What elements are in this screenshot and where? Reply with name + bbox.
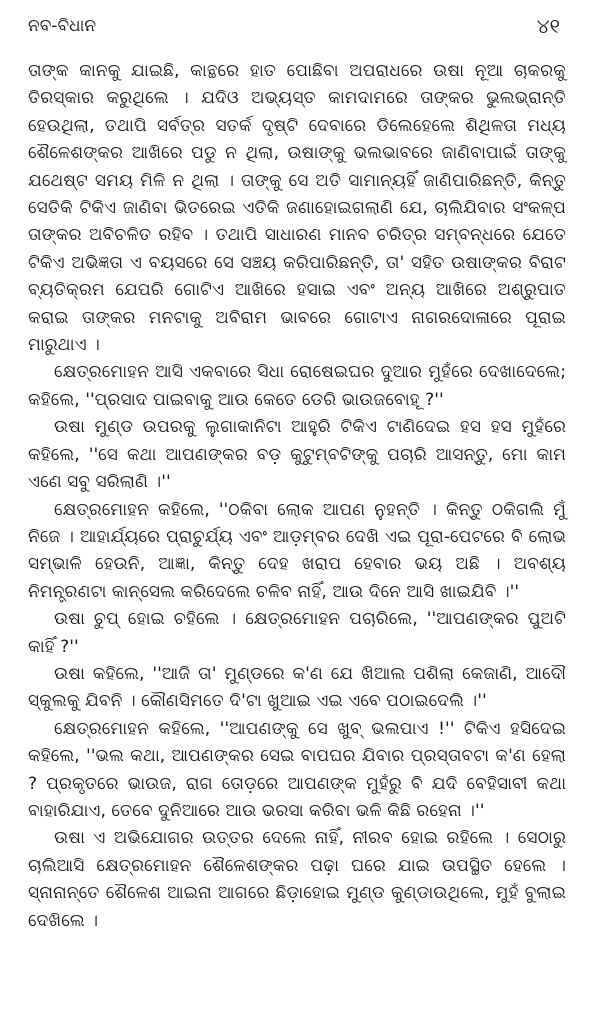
- paragraph-4: କ୍ଷେତ୍ରମୋହନ କହିଲେ, ''ଠକିବା ଲୋକ ଆପଣ ନୁହନ୍ତି । କିନ୍ତୁ ଠକିଗଲି ମୁଁ ନିଜେ । ଆହାର୍ଯ୍ୟରେ ପ୍ରାଚୁର୍ଯ୍ୟ ଏବଂ ଆଡ଼ମ୍ବର ଦେଖି ଏଇ ପୂରା-ପେଟରେ ବି ଲୋଭ ସମ୍ଭାଳି ହେଉନି, ଆଜ୍ଞା, କିନ୍ତୁ ଦେହ ଖରାପ ହେବାର ଭୟ ଅଛି । ଅବଶ୍ୟ ନିମନ୍ତ୍ରଣଟା କାନ୍‌ସେଲ କରିଦେଲେ ଚଳିବ ନାହିଁ, ଆଉ ଦିନେ ଆସି ଖାଇଯିବି ।'': [28, 499, 566, 602]
- running-title: ନବ-ବିଧାନ: [28, 16, 97, 36]
- page-number: ୪୧: [536, 14, 560, 38]
- page-header: [28, 14, 566, 44]
- paragraph-5: ଉଷା ଚୁପ୍ ହୋଇ ଚହିଲେ । କ୍ଷେତ୍ରମୋହନ ପଚାରିଲେ, ''ଆପଣଙ୍କର ପୁଅଟି କାହିଁ ?'': [28, 609, 566, 657]
- body-text: [28, 58, 566, 935]
- paragraph-6: ଉଷା କହିଲେ, ''ଆଜି ତା' ମୁଣ୍ଡରେ କ'ଣ ଯେ ଖିଆଲ ପଶିଲା କେଜାଣି, ଆଦୌ ସ୍କୁଲକୁ ଯିବନି । କୌଣସିମତେ ଦି'ଟା ଖୁଆଇ ଏଇ ଏବେ ପଠାଇଦେଲି ।'': [28, 663, 566, 712]
- paragraph-7: କ୍ଷେତ୍ରମୋହନ କହିଲେ, ''ଆପଣଙ୍କୁ ସେ ଖୁବ୍ ଭଲପାଏ !'' ଟିକିଏ ହସିଦେଇ କହିଲେ, ''ଭଲ କଥା, ଆପଣଙ୍କର ସେଇ ବାପଘର ଯିବାର ପ୍ରସ୍ତାବଟା କ'ଣ ହେଲା ? ପ୍ରକୃତରେ ଭାଉଜ, ରାଗ ତୋଡ଼ରେ ଆପଣଙ୍କ ମୁହଁରୁ ବି ଯଦି ବେହିସାବୀ କଥା ବାହାରିଯାଏ, ତେବେ ଦୁନିଆରେ ଆଉ ଭରସା କରିବା ଭଳି କିଛି ରହେନା ।'': [28, 718, 566, 821]
- paragraph-1: ତାଙ୍କ କାନକୁ ଯାଇଛି, କାନ୍ଥରେ ହାତ ପୋଛିବା ଅପରାଧରେ ଉଷା ନୂଆ ଚାକରକୁ ତିରସ୍କାର କରୁଥିଲେ । ଯଦିଓ ଅଭ୍ୟସ୍ତ କାମଦାମରେ ତାଙ୍କର ଭୁଲଭ୍ରାନ୍ତି ହେଉଥିଲା, ତଥାପି ସର୍ବତ୍ର ସତର୍କ ଦୃଷ୍ଟି ଦେବାରେ ଡିଲେହେଲେ ଶିଥିଳତା ମଧ୍ୟ ଶୈଳେଶଙ୍କର ଆଖିରେ ପଡୁ ନ ଥିଲା, ଉଷାଙ୍କୁ ଭଲଭାବରେ ଜାଣିବାପାଇଁ ତାଙ୍କୁ ଯଥେଷ୍ଟ ସମୟ ମିଳି ନ ଥିଲା । ତାଙ୍କୁ ସେ ଅତି ସାମାନ୍ୟହିଁ ଜାଣିପାରିଛନ୍ତି, କିନ୍ତୁ ସେତିକି ଟିକିଏ ଜାଣିବା ଭିତରେଇ ଏତିକି ଜଣାହୋଇଗଲାଣି ଯେ, ଚାଲିଯିବାର ସଂକଳ୍ପ ତାଙ୍କର ଅବିଚଳିତ ରହିବ । ତଥାପି ସାଧାରଣ ମାନବ ଚରିତ୍ର ସମ୍ବନ୍ଧରେ ଯେତେ ଟିକିଏ ଅଭିଜ୍ଞତା ଏ ବୟସରେ ସେ ସଞ୍ଚୟ କରିପାରିଛନ୍ତି, ତା' ସହିତ ଉଷାଙ୍କର ବିରାଟ ବ୍ୟତିକ୍ରମ ଯେପରି ଗୋଟିଏ ଆଖିରେ ହସାଇ ଏବଂ ଅନ୍ୟ ଆଖିରେ ଅଶ୍ରୁପାତ କରାଇ ତାଙ୍କର ମନଟାକୁ ଅବିରାମ ଭାବରେ ଗୋଟାଏ ନାଗରଦୋଳାରେ ପୂରାଇ ମାରୁଥାଏ ।: [28, 61, 566, 356]
- paragraph-3: ଉଷା ମୁଣ୍ଡ ଉପରକୁ ଲୁଗାକାନିଟା ଆହୁରି ଟିକିଏ ଟାଣିଦେଇ ହସ ହସ ମୁହଁରେ କହିଲେ, ''ସେ କଥା ଆପଣଙ୍କର ବଡ଼ କୁଟୁମ୍ବଟିଙ୍କୁ ପଚାରି ଆସନ୍ତୁ, ମୋ କାମ ଏଣେ ସବୁ ସରିଲାଣି ।'': [28, 417, 566, 493]
- paragraph-8: ଉଷା ଏ ଅଭିଯୋଗର ଉତ୍ତର ଦେଲେ ନାହିଁ, ନୀରବ ହୋଇ ରହିଲେ । ସେଠାରୁ ଚାଲିଆସି କ୍ଷେତ୍ରମୋହନ ଶୈଳେଶଙ୍କର ପଢ଼ା ଘରେ ଯାଇ ଉପସ୍ଥିତ ହେଲେ । ସ୍ନାନାନ୍ତେ ଶୈଳେଶ ଆଇନା ଆଗରେ ଛିଡ଼ାହୋଇ ମୁଣ୍ଡ କୁଣ୍ଡାଉଥିଲେ, ମୁହଁ ବୁଲାଇ ଦେଖିଲେ ।: [28, 828, 566, 931]
- paragraph-2: କ୍ଷେତ୍ରମୋହନ ଆସି ଏକବାରେ ସିଧା ରୋଷେଇଘର ଦୁଆର ମୁହଁରେ ଦେଖାଦେଲେ; କହିଲେ, ''ପ୍ରସାଦ ପାଇବାକୁ ଆଉ କେତେ ଡେରି ଭାଉଜବୋହୂ ?'': [28, 362, 566, 410]
